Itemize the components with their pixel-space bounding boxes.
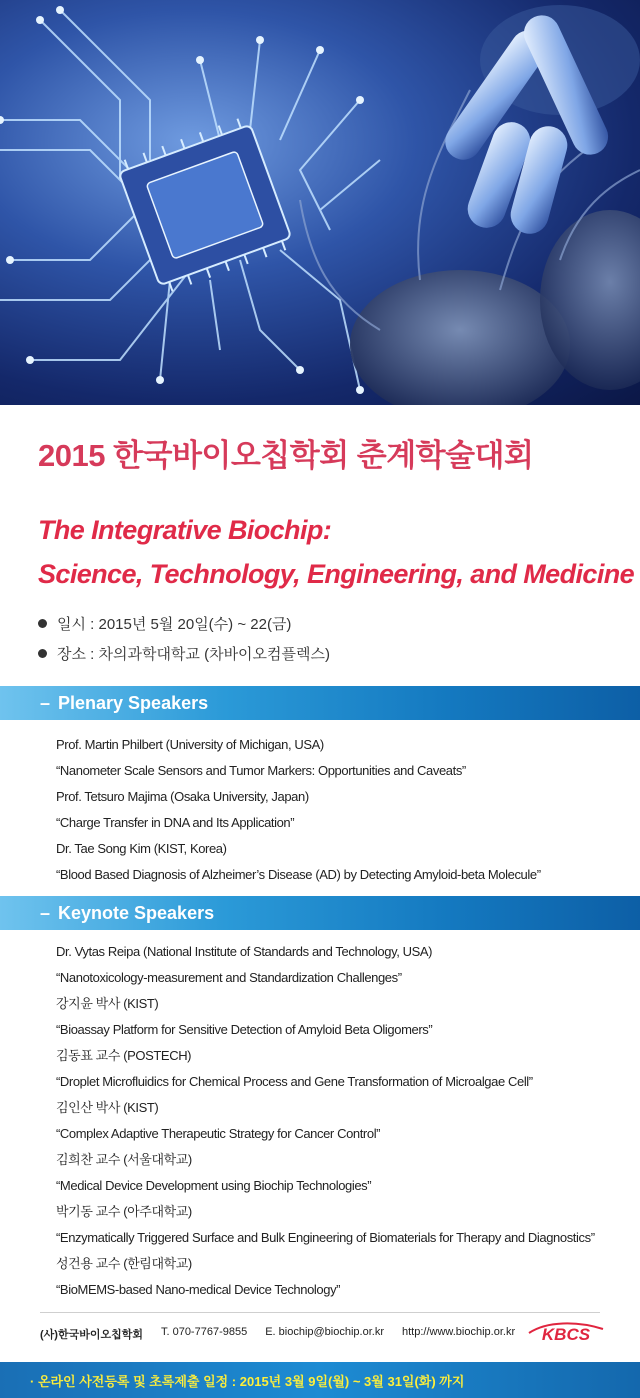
organization-name: (사)한국바이오칩학회 <box>40 1329 143 1341</box>
list-item: “Blood Based Diagnosis of Alzheimer’s Disease (AD) by Detecting Amyloid-beta Molecule” <box>56 867 541 882</box>
list-item: 김희찬 교수 (서울대학교) <box>56 1152 192 1167</box>
list-item: Dr. Vytas Reipa (National Institute of Standards and Technology, USA) <box>56 944 433 959</box>
list-item: “Nanotoxicology-measurement and Standardization Challenges” <box>56 970 402 985</box>
plenary-speakers-heading: Plenary Speakers <box>58 692 209 713</box>
list-item: 강지윤 박사 (KIST) <box>56 996 159 1011</box>
korean-title: 2015 한국바이오칩학회 춘계학술대회 <box>38 438 534 473</box>
bullet-icon <box>38 649 47 658</box>
english-title-line1: The Integrative Biochip: <box>38 515 332 545</box>
list-item: “Enzymatically Triggered Surface and Bulk Engineering of Biomaterials for Therapy and Diagnostics” <box>56 1230 595 1245</box>
english-title-line2: Science, Technology, Engineering, and Medicine <box>38 559 635 589</box>
list-item: 박기동 교수 (아주대학교) <box>56 1204 192 1219</box>
list-item: Prof. Tetsuro Majima (Osaka University, Japan) <box>56 789 309 804</box>
list-item: Dr. Tae Song Kim (KIST, Korea) <box>56 841 227 856</box>
event-date-text: 일시 : 2015년 5월 20일(수) ~ 22(금) <box>57 615 292 633</box>
dash-icon: – <box>40 902 51 923</box>
list-item: “Droplet Microfluidics for Chemical Process and Gene Transformation of Microalgae Cell” <box>56 1074 533 1089</box>
keynote-speakers-list <box>56 939 595 1303</box>
kbcs-logo <box>527 1319 605 1347</box>
footer-divider <box>40 1312 600 1313</box>
contact-info <box>40 1326 515 1342</box>
list-item: “Medical Device Development using Biochip Technologies” <box>56 1178 372 1193</box>
website-link[interactable]: http://www.biochip.or.kr <box>402 1326 516 1338</box>
hero-image <box>0 0 640 405</box>
event-place <box>38 638 330 668</box>
list-item: “Nanometer Scale Sensors and Tumor Markers: Opportunities and Caveats” <box>56 763 466 778</box>
list-item: “Charge Transfer in DNA and Its Application” <box>56 815 295 830</box>
list-item: 김인산 박사 (KIST) <box>56 1100 159 1115</box>
plenary-speakers-list <box>56 732 541 888</box>
dash-icon: – <box>40 692 51 713</box>
event-date <box>38 608 330 638</box>
plenary-speakers-header <box>0 686 640 720</box>
list-item: “Bioassay Platform for Sensitive Detection of Amyloid Beta Oligomers” <box>56 1022 433 1037</box>
keynote-speakers-header <box>0 896 640 930</box>
email-link[interactable]: E. biochip@biochip.or.kr <box>265 1326 384 1338</box>
list-item: “Complex Adaptive Therapeutic Strategy for Cancer Control” <box>56 1126 381 1141</box>
biochip-illustration <box>0 0 640 405</box>
list-item: “BioMEMS-based Nano-medical Device Technology” <box>56 1282 341 1297</box>
keynote-speakers-heading: Keynote Speakers <box>58 902 215 923</box>
event-info <box>38 608 330 668</box>
event-place-text: 장소 : 차의과학대학교 (차바이오컴플렉스) <box>57 645 330 663</box>
telephone: T. 070-7767-9855 <box>160 1326 248 1338</box>
bullet-icon <box>38 619 47 628</box>
registration-notice: · 온라인 사전등록 및 초록제출 일정 : 2015년 3월 9일(월) ~ 3월 31일(화) 까지 <box>0 1362 640 1398</box>
logo-text: KBCS <box>541 1325 591 1344</box>
list-item: 성건용 교수 (한림대학교) <box>56 1256 192 1271</box>
list-item: Prof. Martin Philbert (University of Michigan, USA) <box>56 737 324 752</box>
list-item: 김동표 교수 (POSTECH) <box>56 1048 192 1063</box>
english-title <box>38 508 634 596</box>
